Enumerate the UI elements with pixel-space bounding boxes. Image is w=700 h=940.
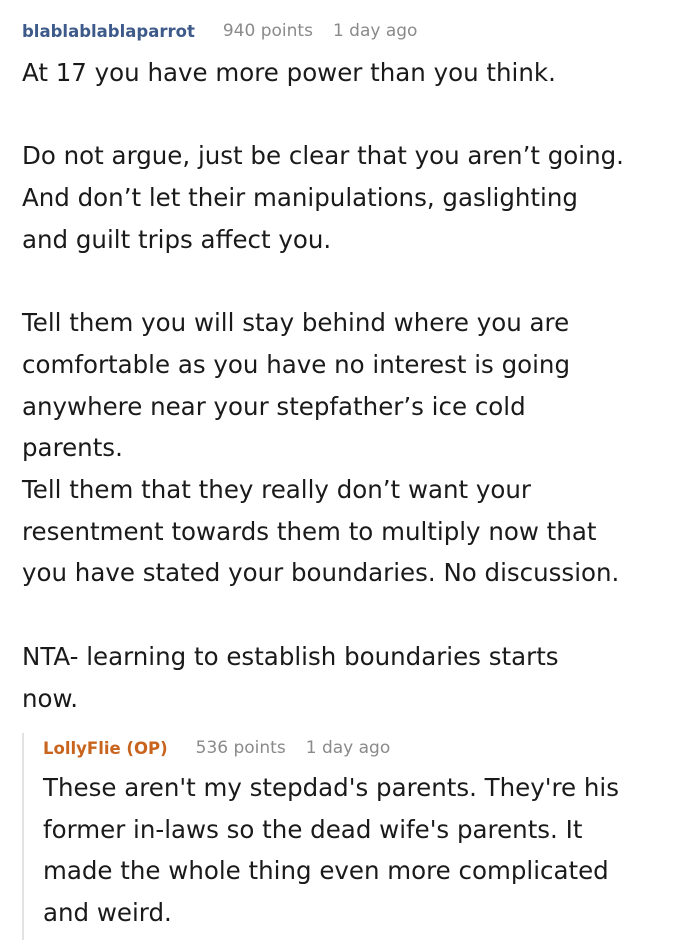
comment: [22, 18, 692, 761]
reply-points: 536 points: [195, 738, 286, 758]
comment-paragraph: Tell them you will stay behind where you are comfortable as you have no interest is going anywhere near your stepfather’s ice cold parents. Tell them that they really don’t want your resentment towards them to multiply now that you have stated your boundaries. No discussion.: [22, 308, 620, 588]
reply-author-link[interactable]: LollyFlie (OP): [43, 738, 168, 758]
reply-timestamp: 1 day ago: [305, 738, 391, 758]
comment-timestamp: 1 day ago: [332, 21, 418, 41]
comment-points: 940 points: [222, 21, 313, 41]
comment-body: [22, 52, 692, 719]
reply-comment: [22, 733, 700, 940]
reply-text: These aren't my stepdad's parents. They're his former in-laws so the dead wife's parents. It made the whole thing even more complicated and weird.: [43, 773, 619, 928]
comment-author-link[interactable]: blablablablaparrot: [22, 21, 195, 41]
reply-meta: [43, 735, 700, 761]
comment-meta: [22, 18, 692, 44]
comment-paragraph: At 17 you have more power than you think.: [22, 58, 556, 87]
comment-paragraph: NTA- learning to establish boundaries starts now.: [22, 641, 559, 713]
comment-paragraph: Do not argue, just be clear that you aren’t going. And don’t let their manipulations, gaslighting and guilt trips affect you.: [22, 141, 624, 254]
